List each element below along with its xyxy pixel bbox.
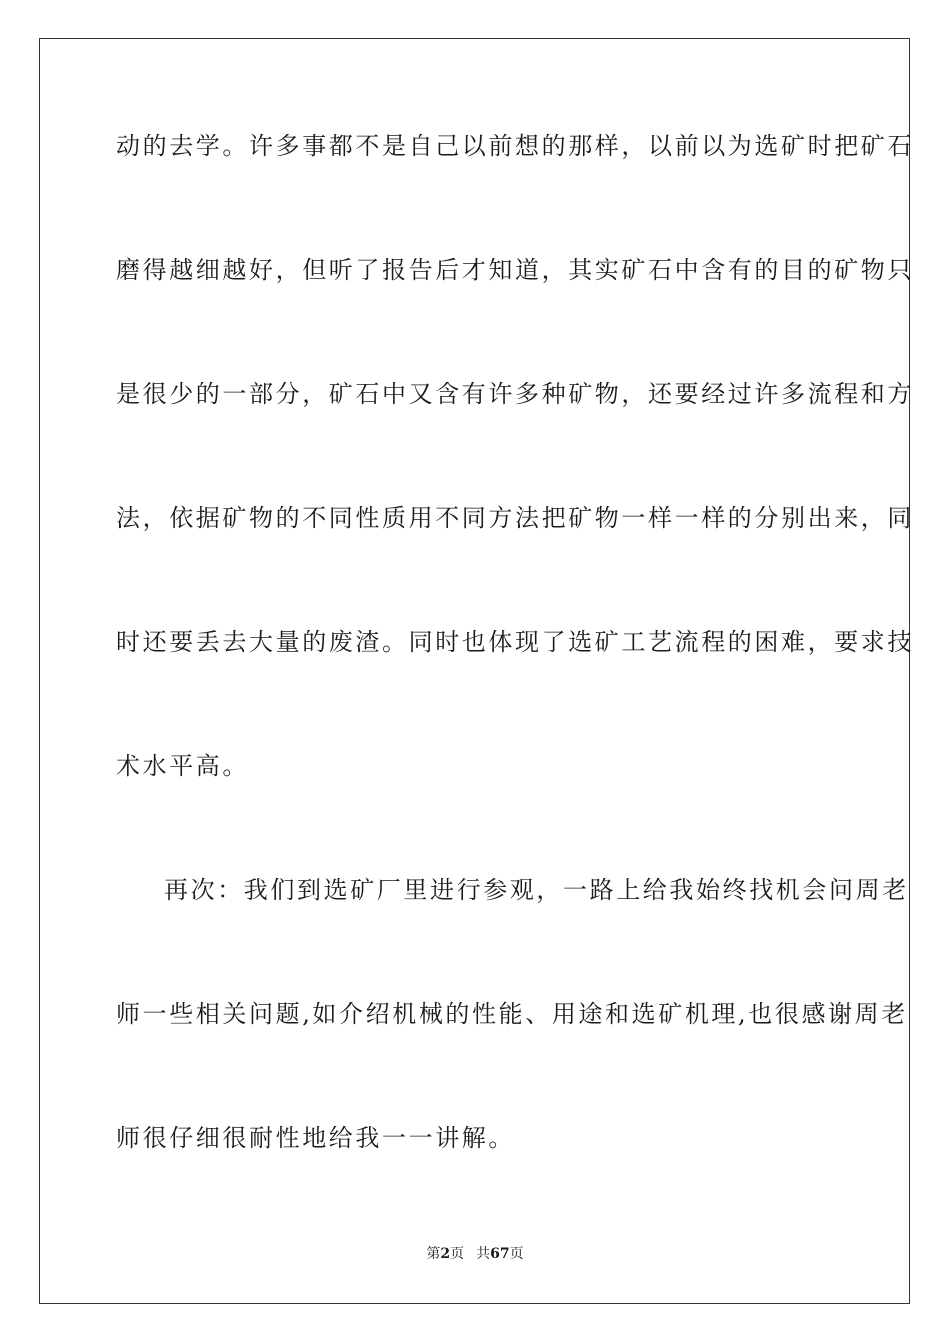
footer-page-suffix: 页 (450, 1246, 465, 1262)
paragraph-1-line-1: 动的去学。许多事都不是自己以前想的那样，以前以为选矿时把矿石 (116, 132, 914, 160)
footer-total-prefix: 共 (476, 1246, 491, 1262)
paragraph-1-line-3: 是很少的一部分，矿石中又含有许多种矿物，还要经过许多流程和方 (116, 380, 914, 408)
footer-total-pages: 67 (490, 1246, 510, 1262)
page-border (39, 38, 914, 1304)
footer-page-number: 2 (440, 1246, 451, 1262)
paragraph-2-line-2: 师一些相关问题,如介绍机械的性能、用途和选矿机理,也很感谢周老 (116, 1000, 908, 1028)
paragraph-1-line-2: 磨得越细越好，但听了报告后才知道，其实矿石中含有的目的矿物只 (116, 256, 914, 284)
page-footer (0, 1244, 950, 1264)
paragraph-1-line-4: 法，依据矿物的不同性质用不同方法把矿物一样一样的分别出来，同 (116, 504, 914, 532)
paragraph-1-line-6: 术水平高。 (116, 752, 249, 780)
paragraph-1-line-5: 时还要丢去大量的废渣。同时也体现了选矿工艺流程的困难，要求技 (116, 628, 914, 656)
paragraph-2-line-3: 师很仔细很耐性地给我一一讲解。 (116, 1124, 515, 1152)
footer-page-prefix: 第 (426, 1246, 441, 1262)
footer-total-suffix: 页 (509, 1246, 524, 1262)
paragraph-2-line-1: 再次：我们到选矿厂里进行参观，一路上给我始终找机会问周老 (164, 876, 909, 904)
